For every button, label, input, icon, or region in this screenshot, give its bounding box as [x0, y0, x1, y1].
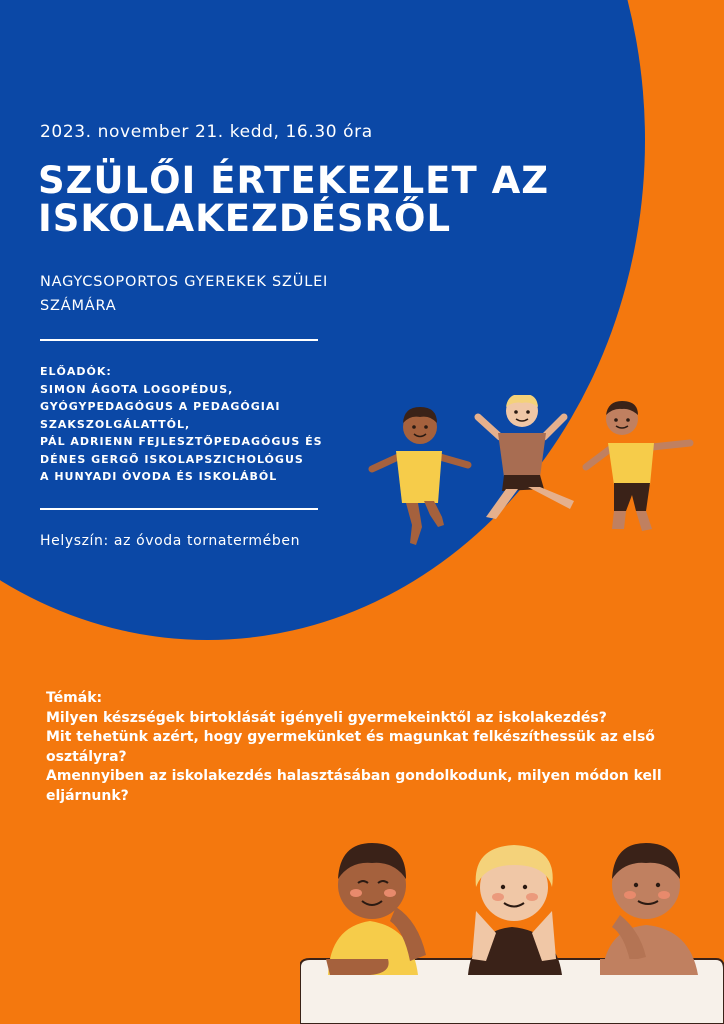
title-line: SZÜLŐI ÉRTEKEZLET AZ [38, 159, 550, 202]
divider [40, 339, 318, 341]
topics-block [46, 689, 676, 806]
title-line: ISKOLAKEZDÉSRŐL [38, 197, 452, 240]
smiling-child-right [600, 843, 698, 975]
dancing-child-right [586, 401, 690, 531]
topic-item: Milyen készségek birtoklását igényeli gyermekeinktől az iskolakezdés? [46, 709, 607, 726]
topics-heading: Témák: [46, 690, 103, 706]
audience-text [40, 270, 328, 318]
divider [40, 508, 318, 510]
event-date: 2023. november 21. kedd, 16.30 óra [40, 122, 373, 142]
speaker-line: SZAKSZOLGÁLATTÓL, [40, 417, 191, 431]
audience-line: NAGYCSOPORTOS GYEREKEK SZÜLEI [40, 274, 329, 290]
smiling-child-left [326, 843, 426, 975]
dancing-child-middle [478, 395, 574, 519]
topic-item: Mit tehetünk azért, hogy gyermekünket és magunkat felkészíthessük az első osztályra? [46, 729, 655, 765]
speaker-line: A HUNYADI ÓVODA ÉS ISKOLÁBÓL [40, 470, 278, 483]
speaker-line: DÉNES GERGŐ ISKOLAPSZICHOLÓGUS [40, 452, 304, 466]
speakers-heading: ELŐADÓK: [40, 365, 112, 378]
speaker-line: GYÓGYPEDAGÓGUS A PEDAGÓGIAI [40, 400, 281, 413]
location-text: Helyszín: az óvoda tornatermében [40, 533, 301, 549]
speaker-line: PÁL ADRIENN FEJLESZTŐPEDAGÓGUS ÉS [40, 435, 323, 448]
smiling-child-middle [468, 845, 562, 975]
smiling-children-illustration [300, 835, 724, 1024]
poster-title [38, 159, 558, 240]
dancing-child-left [372, 407, 468, 545]
speakers-block [40, 363, 323, 486]
topic-item: Amennyiben az iskolakezdés halasztásában gondolkodunk, milyen módon kell eljárnunk? [46, 768, 662, 804]
audience-line: SZÁMÁRA [40, 298, 117, 314]
speaker-line: SIMON ÁGOTA LOGOPÉDUS, [40, 382, 234, 396]
dancing-children-illustration [360, 395, 700, 555]
